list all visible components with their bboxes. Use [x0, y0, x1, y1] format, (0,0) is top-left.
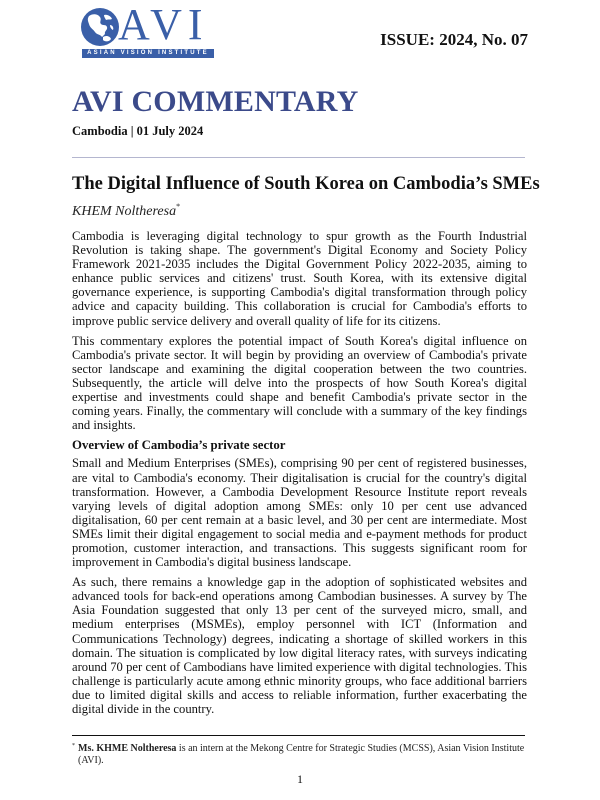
- logo-tagline: ASIAN VISION INSTITUTE: [82, 49, 214, 58]
- article-title: The Digital Influence of South Korea on Cambodia’s SMEs: [72, 174, 540, 194]
- logo-wordmark: AVI: [118, 0, 209, 49]
- footnote-continuation: (AVI).: [78, 755, 104, 766]
- header-divider: [72, 157, 525, 158]
- article-body: [72, 229, 527, 722]
- footnote-marker: *: [72, 743, 75, 749]
- paragraph: As such, there remains a knowledge gap in the adoption of sophisticated websites and advanced tools for back-end operations among Cambodian businesses. A survey by The Asia Foundation suggested that only 13 per cent of the surveyed micro, small, and medium enterprises (MSMEs), employ personnel with ICT (Information and Communications Technology) degrees, indicating a shortage of skilled workers in this domain. The situation is complicated by low digital literacy rates, with surveys indicating around 70 per cent of Cambodians have limited experience with digital technologies. This challenge is particularly acute among ethnic minority groups, who face additional barriers due to limited digital skills and access to reliable information, further exacerbating the digital divide in the country.: [72, 575, 527, 716]
- paragraph: Cambodia is leveraging digital technology to spur growth as the Fourth Industrial Revolution is taking shape. The government's Digital Economy and Society Policy Framework 2021-2035 includes the Digital Government Policy 2022-2035, aiming to enhance public services and citizens' trust. South Korea, with its extensive digital governance experience, is supporting Cambodia's digital transformation through policy advice and capacity building. This collaboration is crucial for Cambodia's efforts to improve public service delivery and overall quality of life for its citizens.: [72, 229, 527, 328]
- page-number: 1: [297, 772, 303, 786]
- footnote-divider: [72, 735, 525, 736]
- footnote-line: [72, 740, 532, 755]
- paragraph: Small and Medium Enterprises (SMEs), comprising 90 per cent of registered businesses, are vital to Cambodia's economy. Their digitalisation is crucial for the country's digital transformation. However, a Cambodia Development Resource Institute report reveals varying levels of digital adoption among SMEs: only 10 per cent use advanced digitalisation, 60 per cent remain at a basic level, and 30 per cent are intermediate. Most SMEs limit their digital engagement to social media and e-payment methods for product promotion, customer interaction, and transactions. This suggests significant room for improvement in Cambodia's digital business landscape.: [72, 456, 527, 570]
- globe-icon: [80, 7, 120, 47]
- footnote-text: is an intern at the Mekong Centre for Strategic Studies (MCSS), Asian Vision Institute: [176, 743, 525, 754]
- issue-number: ISSUE: 2024, No. 07: [380, 30, 528, 49]
- section-heading: Overview of Cambodia’s private sector: [72, 438, 286, 453]
- footnote: [72, 740, 532, 767]
- avi-logo: [80, 0, 220, 57]
- dateline: Cambodia | 01 July 2024: [72, 124, 204, 138]
- article-author: [72, 202, 180, 220]
- footnote-name: Ms. KHME Noltheresa: [78, 743, 177, 754]
- author-name: KHEM Noltheresa: [72, 204, 177, 219]
- masthead-title: AVI COMMENTARY: [72, 85, 359, 118]
- footnote-marker-link[interactable]: *: [176, 202, 181, 211]
- paragraph: This commentary explores the potential impact of South Korea's digital influence on Cambodia's private sector. It will begin by providing an overview of Cambodia's private sector landscape and examining the digital cooperation between the two countries. Subsequently, the article will delve into the prospects of how South Korea's digital expertise and investments could shape and benefit Cambodia's private sector in the coming years. Finally, the commentary will conclude with a summary of the key findings and insights.: [72, 333, 527, 433]
